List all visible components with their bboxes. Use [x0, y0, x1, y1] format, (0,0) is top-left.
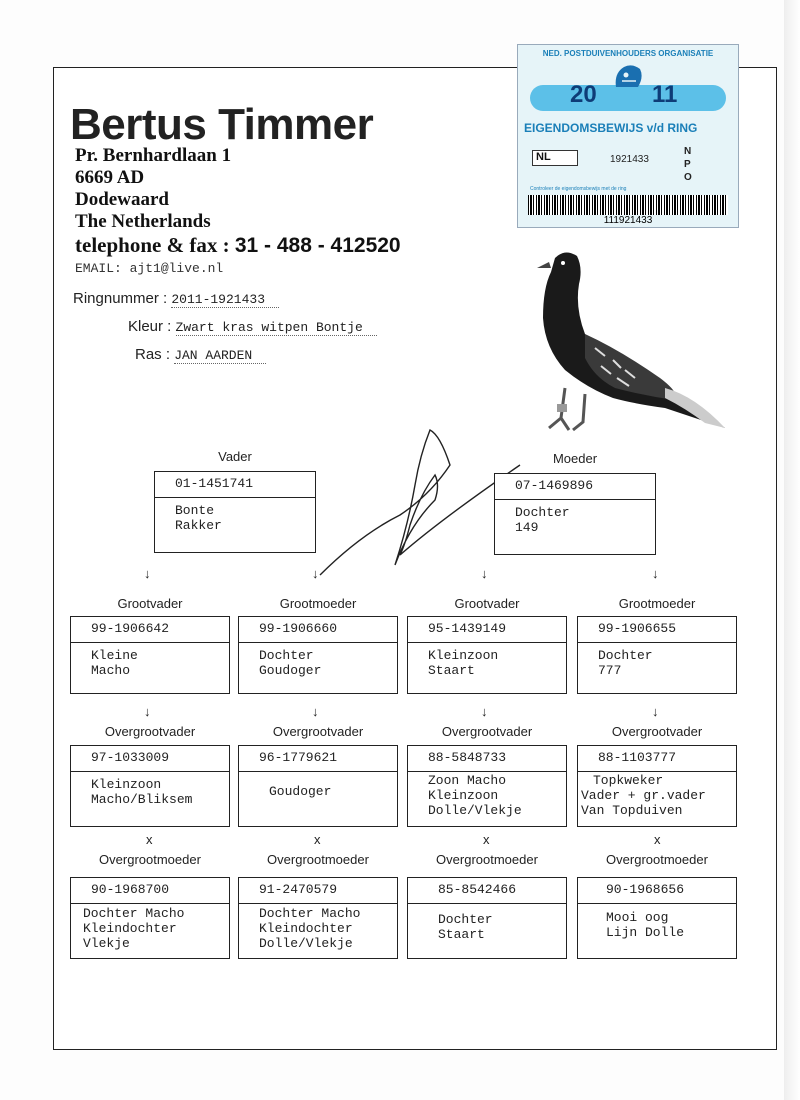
great-grandmother-label-4: Overgrootmoeder	[606, 852, 708, 867]
ring-card-number: 1921433	[610, 154, 649, 165]
great-grandmother-description-3	[408, 904, 566, 942]
father-line-1: Bonte	[175, 503, 215, 518]
great-grandmother-1-line-2: Kleindochter	[83, 921, 177, 936]
ring-org: NED. POSTDUIVENHOUDERS ORGANISATIE	[542, 49, 714, 58]
great-grandfather-box-3	[407, 745, 567, 827]
color-label: Kleur :	[128, 318, 176, 335]
great-grandmother-4-line-1: Mooi oog	[606, 910, 669, 925]
great-grandfather-box-2	[238, 745, 398, 827]
country-code: NL	[532, 150, 578, 166]
grandparent-label-2: Grootmoeder	[279, 596, 357, 611]
great-grandfather-4-line-1: Topkweker	[593, 773, 664, 788]
grandparent-4-line-1: Dochter	[598, 648, 653, 663]
great-grandfather-box-1	[70, 745, 230, 827]
grandparent-label-4: Grootmoeder	[618, 596, 696, 611]
father-line-2: Rakker	[175, 518, 222, 533]
great-grandfather-1-line-1: Kleinzoon	[91, 777, 162, 792]
grandparent-ring-1: 99-1906642	[71, 617, 229, 643]
arrow-7: ↓	[481, 704, 488, 719]
great-grandmother-ring-1: 90-1968700	[71, 878, 229, 904]
color-field	[128, 318, 377, 336]
great-grandfather-label-3: Overgrootvader	[441, 724, 533, 739]
pigeon-illustration	[525, 238, 735, 438]
great-grandfather-3-line-1: Zoon Macho	[428, 773, 507, 788]
grandparent-label-1: Grootvader	[117, 596, 183, 611]
great-grandmother-box-4	[577, 877, 737, 959]
arrow-5: ↓	[144, 704, 151, 719]
color-value: Zwart kras witpen Bontje	[176, 320, 377, 336]
great-grandfather-description-2	[239, 772, 397, 799]
great-grandmother-box-3	[407, 877, 567, 959]
breed-field	[135, 346, 266, 364]
great-grandfather-box-4	[577, 745, 737, 827]
great-grandfather-4-line-3: Van Topduiven	[581, 803, 683, 818]
cross-2: x	[314, 832, 321, 847]
mother-label: Moeder	[552, 451, 598, 466]
great-grandfather-3-line-2: Kleinzoon	[428, 788, 499, 803]
arrow-6: ↓	[312, 704, 319, 719]
grandparent-ring-4: 99-1906655	[578, 617, 736, 643]
great-grandfather-3-line-3: Dolle/Vlekje	[428, 803, 522, 818]
great-grandfather-2-line-1: Goudoger	[269, 784, 332, 799]
grandparent-box-2	[238, 616, 398, 694]
grandparent-description-2	[239, 643, 397, 678]
great-grandmother-box-1	[70, 877, 230, 959]
great-grandmother-ring-3: 85-8542466	[408, 878, 566, 904]
phone-number: 31 - 488 - 412520	[234, 234, 401, 257]
breeder-name: Bertus Timmer	[70, 100, 374, 149]
phone-label: telephone & fax :	[75, 233, 235, 257]
address-city: Dodewaard	[75, 189, 169, 210]
year-left: 20	[570, 81, 597, 108]
great-grandmother-2-line-1: Dochter Macho	[259, 906, 361, 921]
great-grandmother-box-2	[238, 877, 398, 959]
great-grandmother-2-line-2: Kleindochter	[259, 921, 353, 936]
cross-1: x	[146, 832, 153, 847]
mother-line-2: 149	[515, 520, 539, 535]
great-grandmother-1-line-3: Vlekje	[83, 936, 130, 951]
great-grandmother-3-line-2: Staart	[438, 927, 485, 942]
mother-line-1: Dochter	[515, 505, 570, 520]
letter-n: N	[684, 146, 692, 157]
great-grandmother-description-4	[578, 904, 736, 940]
father-box	[154, 471, 316, 553]
great-grandfather-4-line-2: Vader + gr.vader	[581, 788, 706, 803]
lion-emblem-icon	[612, 61, 646, 93]
grandparent-3-line-2: Staart	[428, 663, 475, 678]
arrow-8: ↓	[652, 704, 659, 719]
father-ring: 01-1451741	[155, 472, 315, 498]
great-grandmother-4-line-2: Lijn Dolle	[606, 925, 685, 940]
email-line: EMAIL: ajt1@live.nl	[75, 261, 224, 276]
grandparent-ring-2: 99-1906660	[239, 617, 397, 643]
arrow-1: ↓	[144, 566, 151, 581]
great-grandfather-ring-2: 96-1779621	[239, 746, 397, 772]
ring-label: Ringnummer :	[73, 290, 172, 307]
address-street: Pr. Bernhardlaan 1	[75, 145, 232, 166]
great-grandfather-label-1: Overgrootvader	[104, 724, 196, 739]
cross-4: x	[654, 832, 661, 847]
arrow-4: ↓	[652, 566, 659, 581]
grandparent-3-line-1: Kleinzoon	[428, 648, 499, 663]
grandparent-description-4	[578, 643, 736, 678]
great-grandmother-description-2	[239, 904, 397, 951]
grandparent-description-3	[408, 643, 566, 678]
arrow-2: ↓	[312, 566, 319, 581]
great-grandmother-label-3: Overgrootmoeder	[436, 852, 538, 867]
grandparent-4-line-2: 777	[598, 663, 622, 678]
great-grandfather-ring-4: 88-1103777	[578, 746, 736, 772]
great-grandfather-description-4	[578, 772, 736, 818]
great-grandmother-label-2: Overgrootmoeder	[267, 852, 369, 867]
grandparent-2-line-1: Dochter	[259, 648, 314, 663]
grandparent-label-3: Grootvader	[454, 596, 520, 611]
grandparent-1-line-1: Kleine	[91, 648, 138, 663]
great-grandfather-ring-1: 97-1033009	[71, 746, 229, 772]
barcode-number: 111921433	[603, 215, 653, 226]
great-grandfather-label-4: Overgrootvader	[611, 724, 703, 739]
grandparent-1-line-2: Macho	[91, 663, 131, 678]
great-grandfather-ring-3: 88-5848733	[408, 746, 566, 772]
mother-ring: 07-1469896	[495, 474, 655, 500]
breed-label: Ras :	[135, 346, 175, 363]
breed-value: JAN AARDEN	[174, 348, 266, 364]
great-grandmother-ring-2: 91-2470579	[239, 878, 397, 904]
phone-line	[75, 233, 401, 258]
grandparent-box-4	[577, 616, 737, 694]
grandparent-box-1	[70, 616, 230, 694]
letter-o: O	[684, 172, 692, 183]
great-grandfather-description-1	[71, 772, 229, 807]
great-grandmother-ring-4: 90-1968656	[578, 878, 736, 904]
mother-box	[494, 473, 656, 555]
page-edge	[784, 0, 800, 1100]
grandparent-box-3	[407, 616, 567, 694]
ring-ownership-card	[517, 44, 739, 228]
barcode	[528, 195, 728, 215]
father-label: Vader	[218, 449, 252, 464]
ring-card-letters	[684, 145, 692, 184]
ring-card-small-text: Controleer de eigendomsbewijs met de ring	[530, 186, 627, 192]
mother-description	[495, 500, 655, 535]
great-grandfather-description-3	[408, 772, 566, 818]
arrow-3: ↓	[481, 566, 488, 581]
address-postcode: 6669 AD	[75, 167, 145, 188]
ring-field	[73, 290, 279, 308]
great-grandmother-label-1: Overgrootmoeder	[99, 852, 201, 867]
grandparent-ring-3: 95-1439149	[408, 617, 566, 643]
ring-value: 2011-1921433	[171, 292, 279, 308]
great-grandmother-description-1	[71, 904, 229, 951]
grandparent-2-line-2: Goudoger	[259, 663, 322, 678]
cross-3: x	[483, 832, 490, 847]
great-grandmother-3-line-1: Dochter	[438, 912, 493, 927]
great-grandfather-label-2: Overgrootvader	[272, 724, 364, 739]
great-grandmother-2-line-3: Dolle/Vlekje	[259, 936, 353, 951]
year-right: 11	[652, 81, 678, 108]
father-description	[155, 498, 315, 533]
great-grandfather-1-line-2: Macho/Bliksem	[91, 792, 193, 807]
great-grandmother-1-line-1: Dochter Macho	[83, 906, 185, 921]
ring-card-title: EIGENDOMSBEWIJS v/d RING	[524, 121, 698, 135]
letter-p: P	[684, 159, 691, 170]
grandparent-description-1	[71, 643, 229, 678]
address-country: The Netherlands	[75, 211, 211, 232]
